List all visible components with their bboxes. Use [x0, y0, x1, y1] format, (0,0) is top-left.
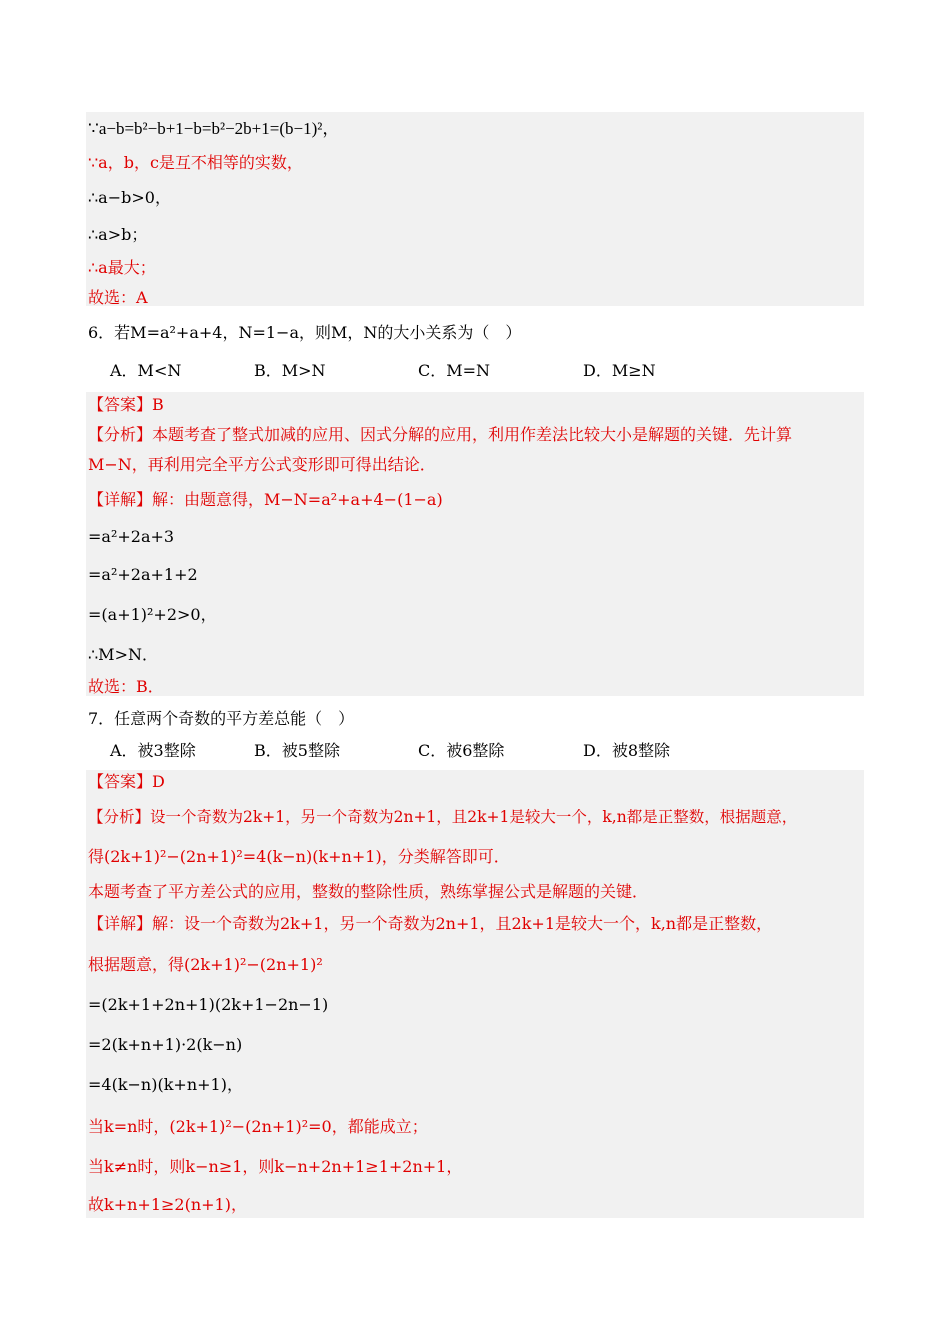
- question-6-options: [86, 356, 864, 386]
- detail-text: =(2k+1+2n+1)(2k+1−2n−1): [88, 995, 329, 1014]
- detail-text: =a²+2a+3: [88, 527, 175, 546]
- detail-text: ∴M>N．: [88, 645, 158, 664]
- detail-text: =4(k−n)(k+n+1)，: [88, 1075, 243, 1094]
- detail-text: 故k+n+1≥2(n+1)，: [88, 1195, 247, 1214]
- question-6-stem: 6．若M=a²+a+4，N=1−a，则M，N的大小关系为（ ）: [88, 323, 522, 342]
- answer-label: 【答案】D: [88, 772, 165, 791]
- option-a: A．M<N: [110, 361, 182, 380]
- analysis-text: 本题考查了平方差公式的应用，整数的整除性质，熟练掌握公式是解题的关键．: [88, 882, 649, 901]
- solution-line: ∵a，b，c是互不相等的实数，: [88, 153, 303, 172]
- analysis-text: M−N，再利用完全平方公式变形即可得出结论．: [88, 455, 436, 474]
- detail-text: 根据题意，得(2k+1)²−(2n+1)²: [88, 955, 323, 974]
- option-c: C．M=N: [418, 361, 491, 380]
- solution-line: ∴a−b>0，: [88, 188, 171, 207]
- option-d: D．M≥N: [583, 361, 656, 380]
- option-b: B．被5整除: [254, 741, 340, 760]
- solution-line: ∴a>b；: [88, 225, 148, 244]
- detail-text: =a²+2a+1+2: [88, 565, 198, 584]
- detail-text: 故选：B．: [88, 677, 164, 696]
- detail-text: 【详解】解：由题意得，M−N=a²+a+4−(1−a): [88, 490, 443, 509]
- answer-label: 【答案】B: [88, 395, 164, 414]
- analysis-text: 得(2k+1)²−(2n+1)²=4(k−n)(k+n+1)，分类解答即可．: [88, 847, 510, 866]
- solution-line: 故选：A: [88, 288, 148, 307]
- option-b: B．M>N: [254, 361, 326, 380]
- option-c: C．被6整除: [418, 741, 505, 760]
- detail-text: =(a+1)²+2>0，: [88, 605, 217, 624]
- detail-text: 【详解】解：设一个奇数为2k+1，另一个奇数为2n+1，且2k+1是较大一个，k,n都是正整数，: [88, 914, 773, 933]
- solution-line: ∵a−b=b²−b+1−b=b²−2b+1=(b−1)²，: [88, 119, 340, 138]
- detail-text: 当k≠n时，则k−n≥1，则k−n+2n+1≥1+2n+1，: [88, 1157, 463, 1176]
- analysis-text: 【分析】设一个奇数为2k+1，另一个奇数为2n+1，且2k+1是较大一个，k,n都是正整数，根据题意，: [88, 808, 798, 826]
- option-d: D．被8整除: [583, 741, 671, 760]
- analysis-text: 【分析】本题考查了整式加减的应用、因式分解的应用，利用作差法比较大小是解题的关键．先计算: [88, 425, 793, 444]
- solution-line: ∴a最大；: [88, 258, 156, 277]
- detail-text: =2(k+n+1)·2(k−n): [88, 1035, 243, 1054]
- question-7-stem: 7．任意两个奇数的平方差总能（ ）: [88, 709, 355, 728]
- option-a: A．被3整除: [110, 741, 196, 760]
- question-7-options: [86, 736, 864, 766]
- detail-text: 当k=n时，(2k+1)²−(2n+1)²=0，都能成立；: [88, 1117, 428, 1136]
